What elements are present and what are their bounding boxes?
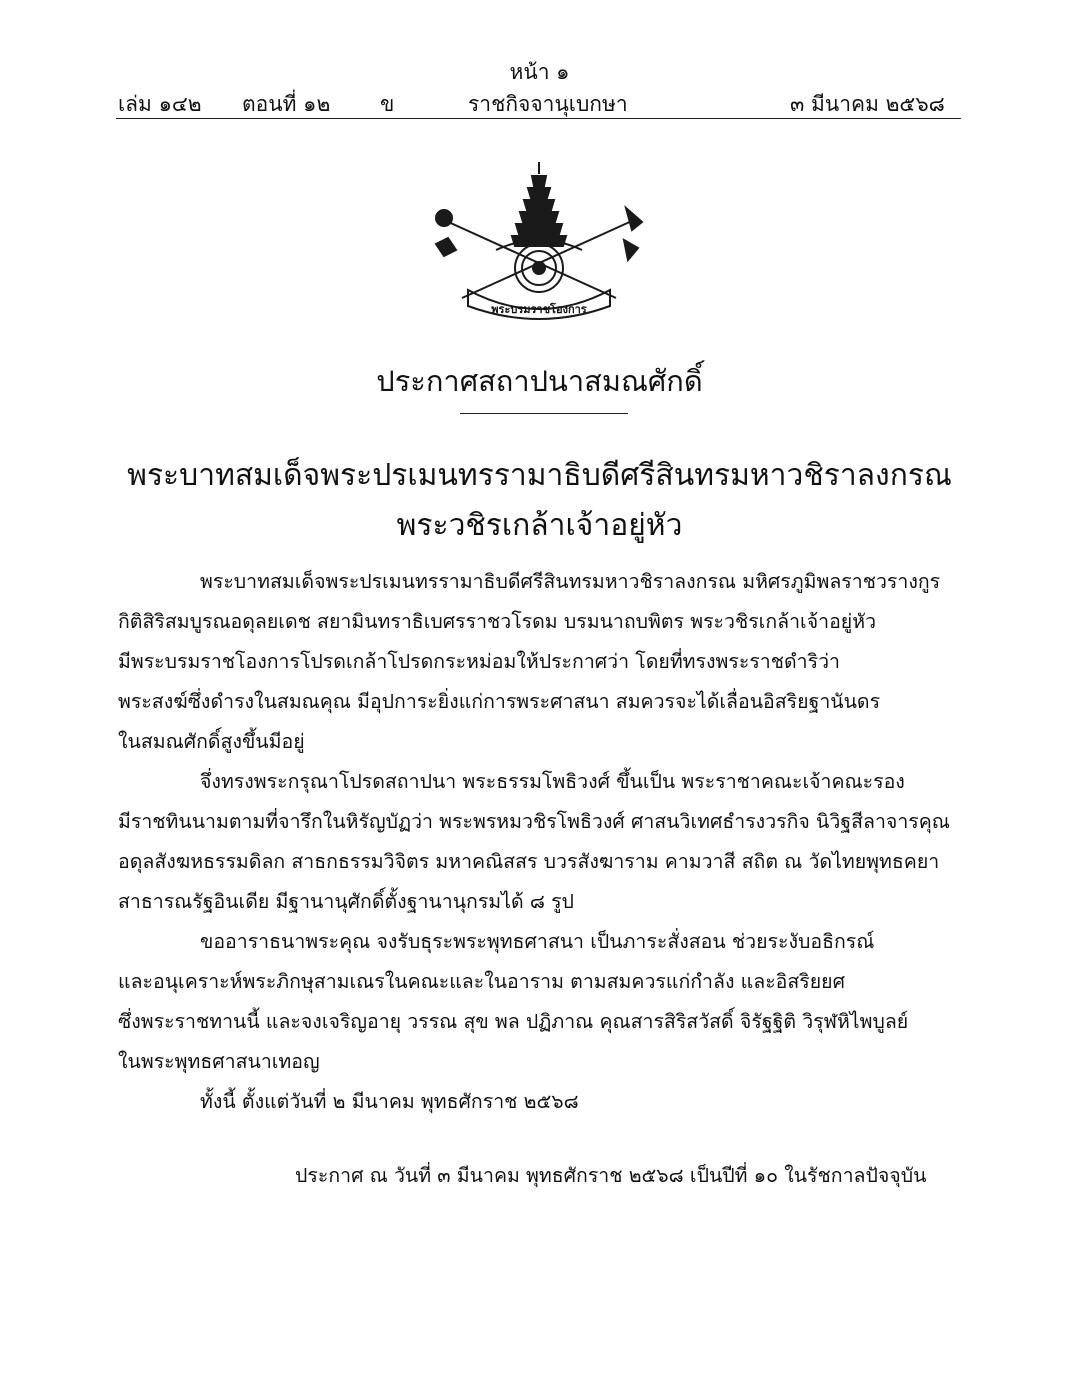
paragraph3-line: และอนุเคราะห์พระภิกษุสามเณรในคณะและในอาราม ตามสมควรแก่กำลัง และอิสริยยศ: [118, 970, 845, 993]
paragraph1-line: ในสมณศักดิ์สูงขึ้นมีอยู่: [118, 730, 305, 753]
emblem-ribbon-text: พระบรมราชโองการ: [491, 303, 587, 316]
header-divider: [116, 118, 961, 119]
paragraph2-line: สาธารณรัฐอินเดีย มีฐานานุศักดิ์ตั้งฐานานุกรมได้ ๘ รูป: [118, 890, 574, 913]
page-number: หน้า ๑: [509, 60, 570, 84]
section-label: ตอนที่ ๑๒: [242, 92, 331, 116]
gazette-name: ราชกิจจานุเบกษา: [468, 92, 628, 116]
announcement-title: ประกาศสถาปนาสมณศักดิ์: [376, 364, 703, 398]
paragraph2-line: อดุลสังฆหธรรมดิลก สาธกธรรมวิจิตร มหาคณิสสร บวรสังฆาราม คามวาสี สถิต ณ วัดไทยพุทธคยา: [118, 850, 940, 873]
part-label: ข: [380, 92, 395, 116]
effective-date: ทั้งนี้ ตั้งแต่วันที่ ๒ มีนาคม พุทธศักราช ๒๕๖๘: [200, 1090, 579, 1113]
paragraph3-line: ซึ่งพระราชทานนี้ และจงเจริญอายุ วรรณ สุข พล ปฏิภาณ คุณสารสิริสวัสดิ์ จิรัฐฐิติ วิรุฬหิไพบูลย์: [118, 1010, 909, 1033]
paragraph1-line: กิติสิริสมบูรณอดุลยเดช สยามินทราธิเบศรราชวโรดม บรมนาถบพิตร พระวชิรเกล้าเจ้าอยู่หัว: [118, 610, 877, 633]
title-underline: [460, 413, 628, 414]
paragraph2-line: มีราชทินนามตามที่จารึกในหิรัญบัฏว่า พระพรหมวชิรโพธิวงศ์ ศาสนวิเทศธำรงวรกิจ นิวิฐสีลาจารคุณ: [118, 810, 950, 833]
paragraph1-line: พระสงฆ์ซึ่งดำรงในสมณคุณ มีอุปการะยิ่งแก่การพระศาสนา สมควรจะได้เลื่อนอิสริยฐานันดร: [118, 690, 881, 713]
volume-label: เล่ม ๑๔๒: [118, 92, 202, 116]
paragraph1-line: พระบาทสมเด็จพระปรเมนทรรามาธิบดีศรีสินทรมหาวชิราลงกรณ มหิศรภูมิพลราชวรางกูร: [200, 570, 941, 593]
paragraph3-line: ในพระพุทธศาสนาเทอญ: [118, 1050, 320, 1073]
royal-command-emblem: [426, 160, 652, 332]
gazette-date: ๓ มีนาคม ๒๕๖๘: [790, 92, 945, 116]
paragraph1-line: มีพระบรมราชโองการโปรดเกล้าโปรดกระหม่อมให้ประกาศว่า โดยที่ทรงพระราชดำริว่า: [118, 650, 840, 673]
king-name-line1: พระบาทสมเด็จพระปรเมนทรรามาธิบดีศรีสินทรมหาวชิราลงกรณ: [127, 458, 952, 493]
proclamation-date: ประกาศ ณ วันที่ ๓ มีนาคม พุทธศักราช ๒๕๖๘ เป็นปีที่ ๑๐ ในรัชกาลปัจจุบัน: [295, 1164, 927, 1187]
king-name-line2: พระวชิรเกล้าเจ้าอยู่หัว: [396, 508, 683, 543]
paragraph2-line: จึ่งทรงพระกรุณาโปรดสถาปนา พระธรรมโพธิวงศ์ ขึ้นเป็น พระราชาคณะเจ้าคณะรอง: [200, 770, 905, 793]
paragraph3-line: ขออาราธนาพระคุณ จงรับธุระพระพุทธศาสนา เป็นภาระสั่งสอน ช่วยระงับอธิกรณ์: [200, 930, 875, 953]
